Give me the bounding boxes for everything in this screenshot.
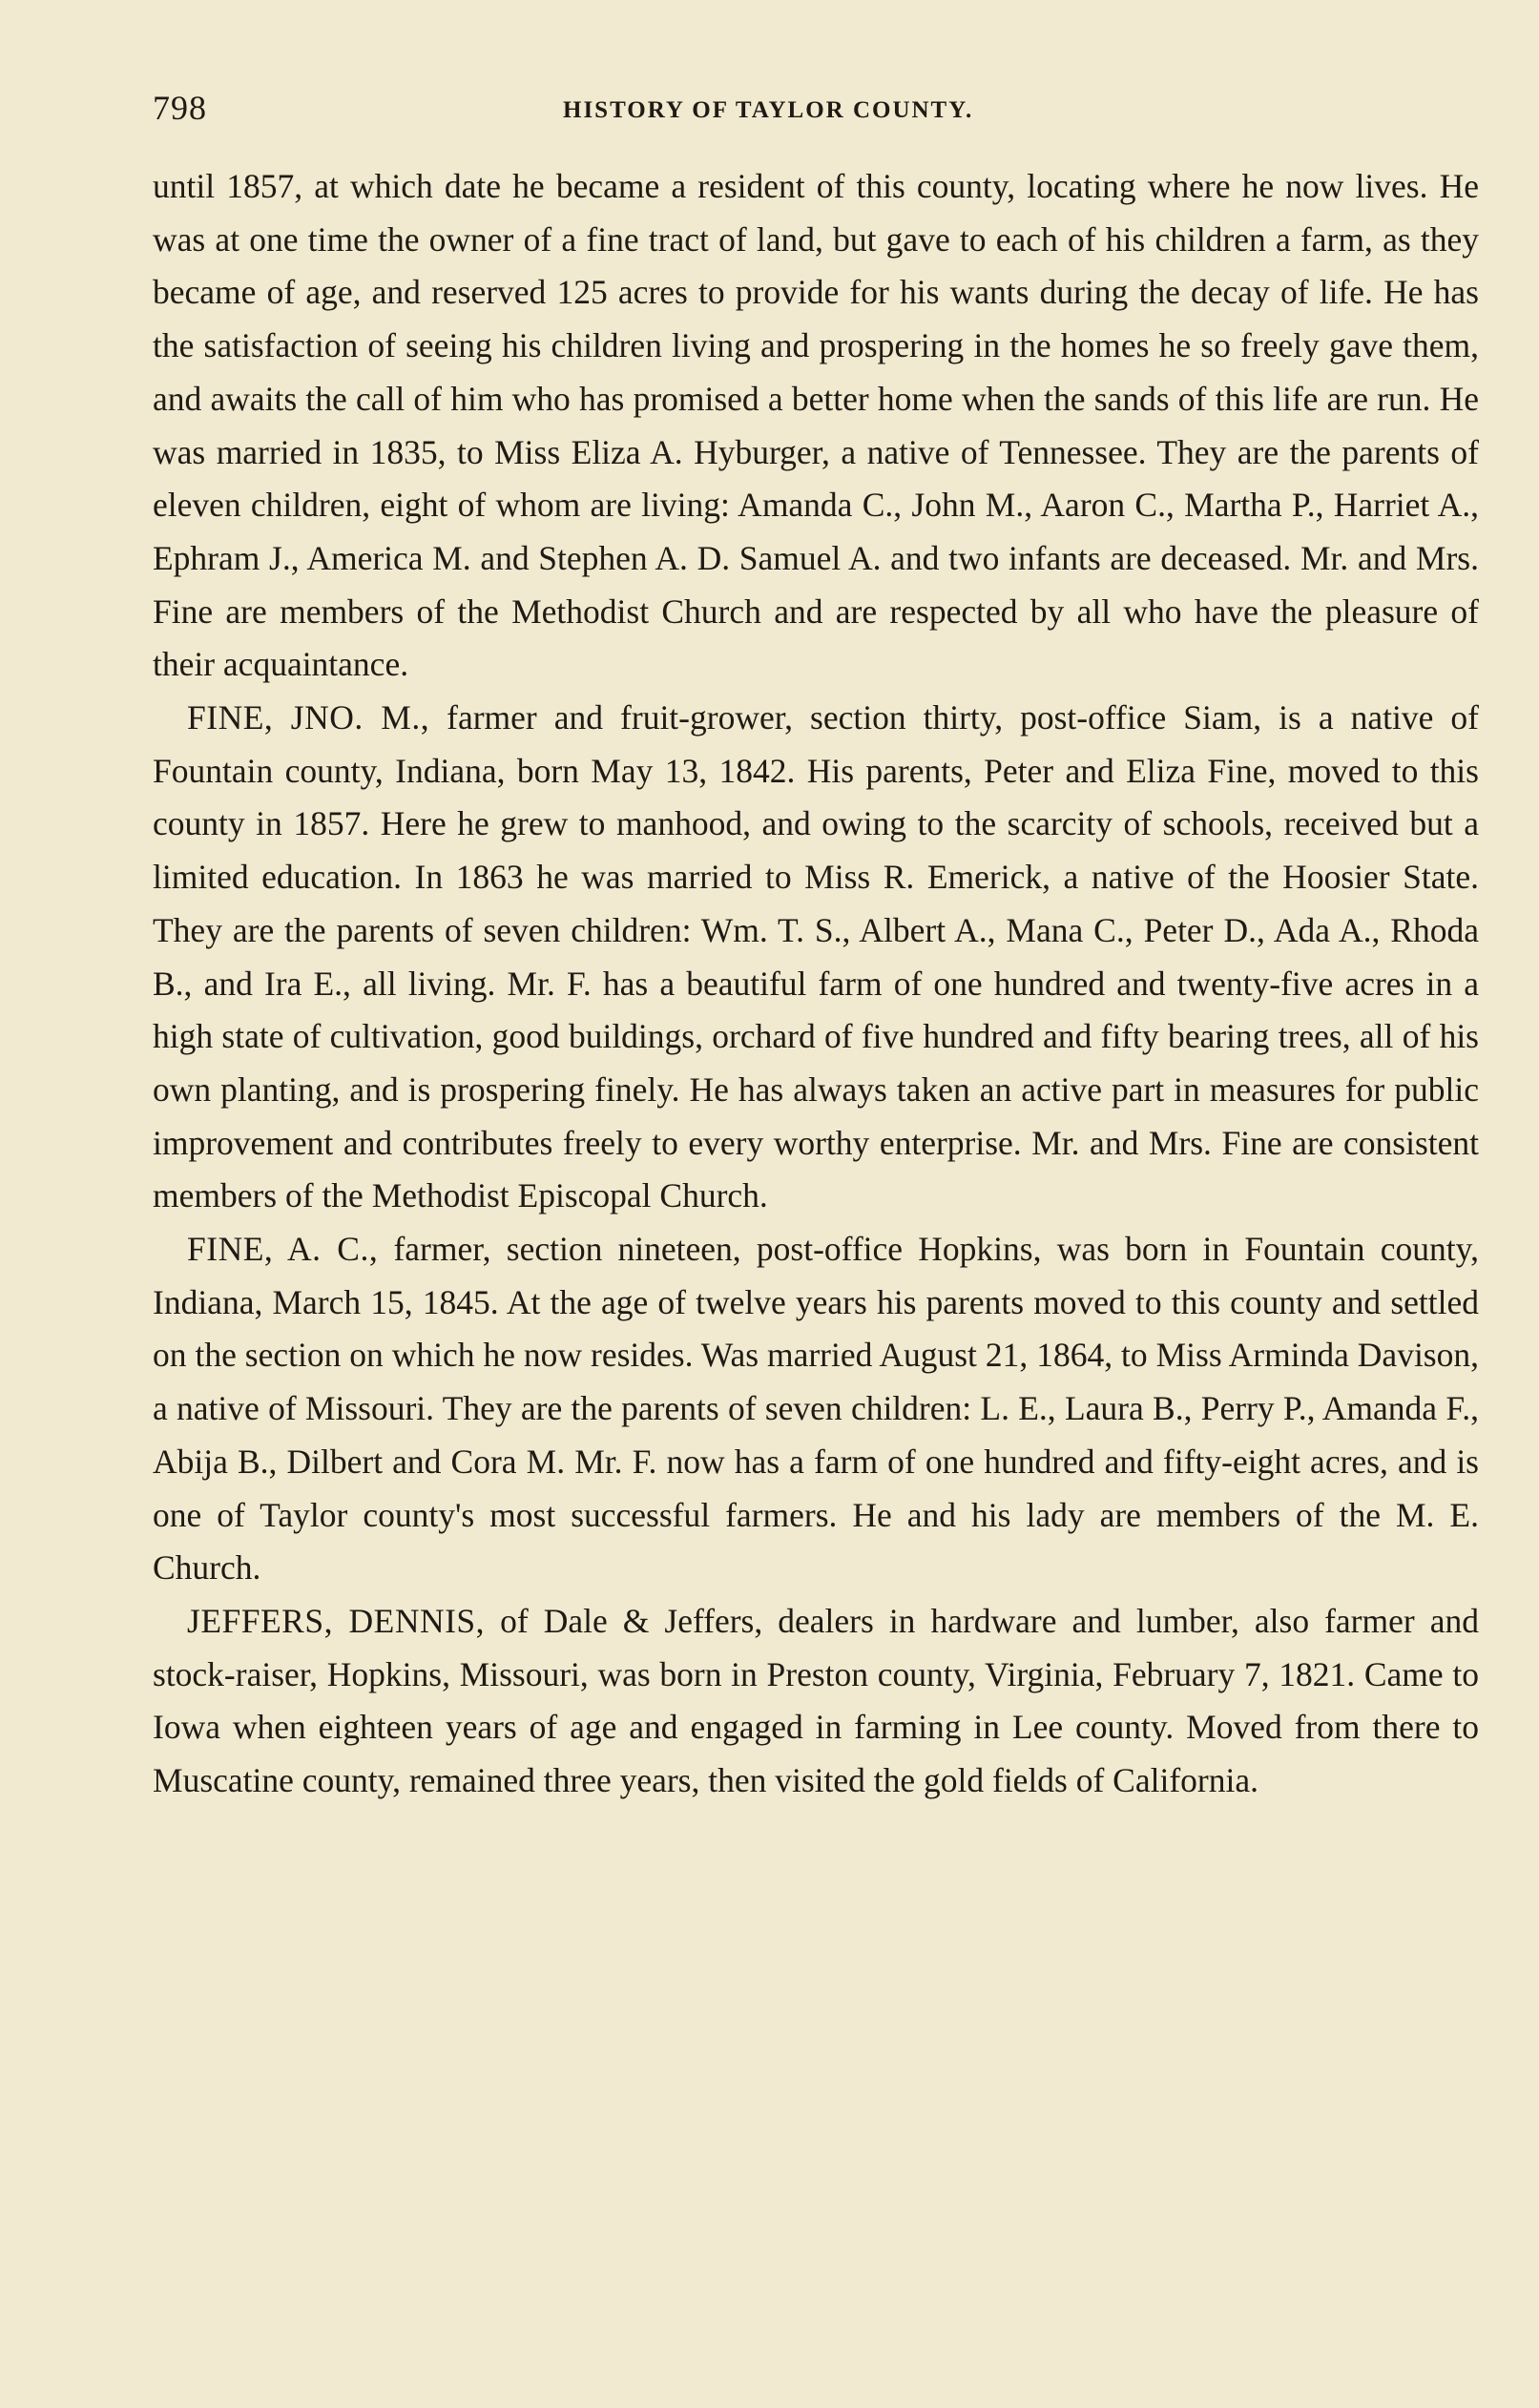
paragraph-text: until 1857, at which date he became a resident of this county, locating where he now lives. He was at one time the owner of a fine tract of land, but gave to each of his children a farm, as they became of age, and reserved 125 acres to provide for his wants during the decay of life. He has the satisfaction of seeing his children living and prospering in the homes he so freely gave them, and awaits the call of him who has promised a better home when the sands of this life are run. He was married in 1835, to Miss Eliza A. Hyburger, a native of Tennessee. They are the parents of eleven children, eight of whom are living: Amanda C., John M., Aaron C., Martha P., Harriet A., Ephram J., America M. and Stephen A. D. Samuel A. and two infants are deceased. Mr. and Mrs. Fine are members of the Methodist Church and are respected by all who have the pleasure of their acquaintance. — [153, 167, 1479, 684]
paragraph-text: of Dale & Jeffers, dealers in hardware and lumber, also farmer and stock-raiser, Hopkins, Missouri, was born in Preston county, Virginia, February 7, 1821. Came to Iowa when eighteen years of age and engaged in farming in Lee county. Moved from there to Muscatine county, remained three years, then visited the gold fields of California. — [153, 1601, 1479, 1800]
paragraph-jeffers-dennis — [153, 1595, 1479, 1808]
paragraph-fine-jno-m — [153, 692, 1479, 1223]
entry-name: JEFFERS, DENNIS, — [187, 1601, 486, 1640]
entry-name: FINE, A. C., — [187, 1230, 379, 1269]
paragraph-fine-a-c — [153, 1223, 1479, 1595]
entry-name: FINE, JNO. M., — [187, 698, 430, 737]
paragraph-text: farmer, section nineteen, post-office Hopkins, was born in Fountain county, Indiana, March 15, 1845. At the age of twelve years his parents moved to this county and settled on the section on which he now resides. Was married August 21, 1864, to Miss Arminda Davison, a native of Missouri. They are the parents of seven children: L. E., Laura B., Perry P., Amanda F., Abija B., Dilbert and Cora M. Mr. F. now has a farm of one hundred and fifty-eight acres, and is one of Taylor county's most successful farmers. He and his lady are members of the M. E. Church. — [153, 1230, 1479, 1588]
paragraph-fine-continuation — [153, 160, 1479, 692]
running-title: HISTORY OF TAYLOR COUNTY. — [563, 97, 974, 123]
page-header — [153, 88, 1488, 135]
body-text — [153, 160, 1479, 1808]
paragraph-text: farmer and fruit-grower, section thirty, post-office Siam, is a native of Fountain county, Indiana, born May 13, 1842. His parents, Peter and Eliza Fine, moved to this county in 1857. Here he grew to manhood, and owing to the scarcity of schools, received but a limited education. In 1863 he was married to Miss R. Emerick, a native of the Hoosier State. They are the parents of seven children: Wm. T. S., Albert A., Mana C., Peter D., Ada A., Rhoda B., and Ira E., all living. Mr. F. has a beautiful farm of one hundred and twenty-five acres in a high state of cultivation, good buildings, orchard of five hundred and fifty bearing trees, all of his own planting, and is prospering finely. He has always taken an active part in measures for public improvement and contributes freely to every worthy enterprise. Mr. and Mrs. Fine are consistent members of the Methodist Episcopal Church. — [153, 698, 1479, 1215]
page-number: 798 — [153, 89, 207, 127]
